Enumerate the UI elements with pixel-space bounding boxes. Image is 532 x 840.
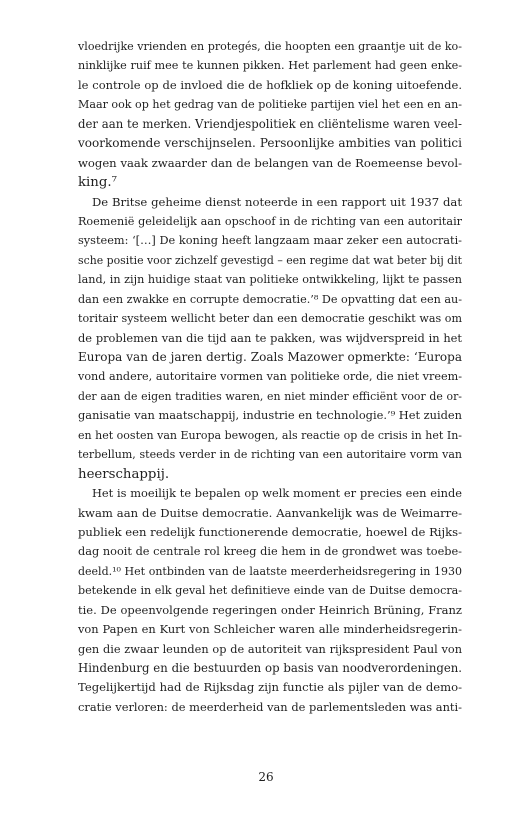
text-line: vond andere, autoritaire vormen van politieke orde, die niet vreem- — [78, 370, 462, 384]
text-line: gen die zwaar leunden op de autoriteit van rijkspresident Paul von — [78, 642, 462, 656]
text-line: voorkomende verschijnselen. Persoonlijke ambities van politici — [78, 136, 462, 151]
text-line: der aan de eigen tradities waren, en niet minder efficiënt voor de or- — [78, 389, 462, 403]
text-line: sche positie voor zichzelf gevestigd – een regime dat wat beter bij dit — [78, 253, 462, 267]
text-line: cratie verloren: de meerderheid van de parlementsleden was anti- — [78, 699, 462, 714]
text-line: le controle op de invloed die de hofkliek op de koning uitoefende. — [78, 77, 462, 92]
text-line: en het oosten van Europa bewogen, als reactie op de crisis in het In- — [78, 428, 462, 442]
text-line: kwam aan de Duitse democratie. Aanvankelijk was de Weimarre- — [78, 505, 462, 520]
text-line: Tegelijkertijd had de Rijksdag zijn functie als pijler van de demo- — [78, 680, 462, 695]
text-line: Het is moeilijk te bepalen op welk moment er precies een einde — [92, 486, 462, 501]
text-line: deeld.¹⁰ Het ontbinden van de laatste meerderheidsregering in 1930 — [78, 564, 462, 578]
text-line: king.⁷ — [78, 175, 117, 191]
text-line: ninklijke ruif mee te kunnen pikken. Het parlement had geen enke- — [78, 59, 462, 73]
text-line: De Britse geheime dienst noteerde in een rapport uit 1937 dat — [92, 194, 462, 209]
text-line: dag nooit de centrale rol kreeg die hem in de grondwet was toebe- — [78, 545, 462, 559]
page-number: 26 — [258, 770, 274, 784]
text-line: Europa van de jaren dertig. Zoals Mazower opmerkte: ‘Europa — [78, 350, 462, 364]
text-line: der aan te merken. Vriendjespolitiek en cliëntelisme waren veel- — [78, 116, 462, 131]
text-line: publiek een redelijk functionerende democratie, hoewel de Rijks- — [78, 524, 462, 539]
text-line: dan een zwakke en corrupte democratie.’⁸ De opvatting dat een au- — [78, 292, 462, 306]
text-line: ganisatie van maatschappij, industrie en technologie.’⁹ Het zuiden — [78, 408, 463, 423]
text-line: wogen vaak zwaarder dan de belangen van de Roemeense bevol- — [78, 155, 462, 170]
text-line: toritair systeem wellicht beter dan een democratie geschikt was om — [78, 312, 462, 326]
text-line: betekende in elk geval het definitieve einde van de Duitse democra- — [78, 584, 462, 598]
text-line: Roemenië geleidelijk aan opschoof in de richting van een autoritair — [78, 214, 462, 228]
body-text — [78, 37, 462, 717]
text-line: Hindenburg en die bestuurden op basis van noodverordeningen. — [78, 661, 462, 675]
text-line: tie. De opeenvolgende regeringen onder Heinrich Brüning, Franz — [78, 602, 462, 617]
text-line: Maar ook op het gedrag van de politieke partijen viel het een en an- — [78, 98, 462, 112]
text-line: von Papen en Kurt von Schleicher waren alle minderheidsregerin- — [78, 622, 462, 637]
text-line: land, in zijn huidige staat van politieke ontwikkeling, lijkt te passen — [78, 273, 462, 287]
text-line: de problemen van die tijd aan te pakken, was wijdverspreid in het — [78, 330, 462, 345]
text-line: vloedrijke vrienden en protegés, die hoopten een graantje uit de ko- — [78, 40, 462, 53]
text-line: systeem: ‘[…] De koning heeft langzaam maar zeker een autocrati- — [78, 234, 462, 248]
text-line: heerschappij. — [78, 466, 170, 482]
text-line: terbellum, steeds verder in de richting van een autoritaire vorm van — [78, 448, 462, 462]
